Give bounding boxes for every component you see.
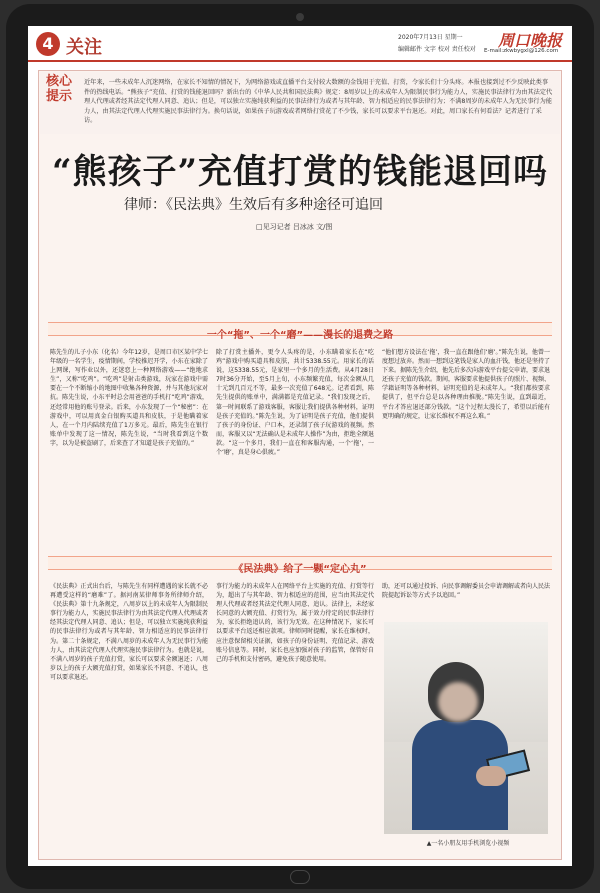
core-tip-text: 近年来，一些未成年人沉迷网络，在家长不知情的情况下，为网络游戏或直播平台支付较大数额的金钱用于充值、打赏，令家长们十分头疼。本报也接到过不少反映此类事件的热线电话。“熊孩子”充值、打赏的钱能退回吗？新出台的《中华人民共和国民法典》规定：8周岁以上的未成年人为限制民事行为能力人，实施民事法律行为由其法定代理人代理或者经其法定代理人同意、追认；但是，可以独立实施纯获利益的民事法律行为或者与其年龄、智力相适应的民事法律行为；不满8周岁的未成年人为无民事行为能力人，由其法定代理人代理实施民事法律行为。换句话说，如果孩子玩游戏或者网络打赏花了不少钱，家长可以要求平台退还。对此，周口家长有何看法？记者进行了采访。 xyxy=(84,79,553,124)
body-column-4: 《民法典》正式出台后，与陈先生有同样遭遇的家长就不必再遭受这样的“磨难”了。据河南某律师事务所律师介绍，《民法典》第十九条规定，八周岁以上的未成年人为限制民事行为能力人，实施民事法律行为由其法定代理人代理或者经其法定代理人同意、追认；但是，可以独立实施纯获利益的民事法律行为或者与其年龄、智力相适应的民事法律行为。第二十条规定，不满八周岁的未成年人为无民事行为能力人，由其法定代理人代理实施民事法律行为。也就是说，不满八周岁的孩子充值打赏，家长可以要求全额退还；八周岁以上的孩子大额充值打赏，如果家长不同意、不追认，也可以要求退还。 xyxy=(50,583,208,681)
article-headline: “熊孩子”充值打赏的钱能退回吗 xyxy=(51,152,549,192)
photo-child-face-blurred xyxy=(438,682,478,722)
body-column-6: 助，还可以通过投诉、向民事调解委员会申请调解或者向人民法院提起诉讼等方式予以追回。” xyxy=(382,583,551,600)
section-heading-1-text: 一个“拖”、一个“磨”——漫长的退费之路 xyxy=(206,330,394,341)
page-number-badge: 4 xyxy=(36,32,60,56)
section-title: 关注 xyxy=(66,37,102,58)
body-column-1: 陈先生的儿子小东（化名）今年12岁，是周口市区某中学七年级的一名学生，疫情期间，学校推迟开学，小东在家除了上网课，写作业以外，还迷恋上一种网络游戏——“绝地求生”，又称“吃鸡”。“吃鸡”是射击类游戏，玩家在游戏中需要在一个不断缩小的地图中收集各种资源，并与其他玩家对抗。陈先生说，小东平时总会用爸爸的手机打“吃鸡”游戏，还经常用他的账号登录。后来，小东发现了一个“秘密”：在游戏中，可以用真金白银购买道具和皮肤，于是他瞒着家人，在一个月内陆续充值了1万多元。最后，陈先生在银行账单中发现了这一情况，陈先生说，“当时我看到这个数字，以为是被盗刷了，后来查了才知道是孩子充值的。” xyxy=(50,349,208,447)
photo-caption: ▲一名小朋友用手机浏览小视频 xyxy=(426,840,510,847)
page-header xyxy=(28,26,572,62)
section-heading-2-text: 《民法典》给了一颗“定心丸” xyxy=(233,564,367,575)
home-button[interactable] xyxy=(290,870,310,884)
section-heading-1 xyxy=(48,322,552,341)
issue-date: 2020年7月13日 星期一 xyxy=(398,34,463,41)
editor-credits: 编辑邮件 文字 校对 责任校对 xyxy=(398,46,476,53)
section-heading-2 xyxy=(48,556,552,575)
body-column-5: 事行为能力的未成年人在网络平台上实施的充值、打赏等行为，超出了与其年龄、智力相适应的范围，应当由其法定代理人代理或者经其法定代理人同意、追认。法律上，未经家长同意的大额充值、打赏行为，属于效力待定的民事法律行为，家长拒绝追认的，该行为无效。在这种情况下，家长可以要求平台返还相应款项。律师同时提醒，家长在维权时，应注意保留相关证据，如孩子的身份证明、充值记录、游戏账号信息等。同时，家长也应加强对孩子的监管，保管好自己的手机和支付密码，避免孩子随意使用。 xyxy=(216,583,374,663)
body-column-2: 除了打赏主播外，更令人头疼的是，小东瞒着家长在“吃鸡”游戏中购买道具和皮肤，共计5338.55元。用家长的话说，这5338.55元，是家里一个多月的生活费。从4月28日7时36分开始，至5月上旬，小东频繁充值，每次金额从几十元到几百元不等，最多一次充值了648元。记者看到，陈先生提供的账单中，满满都是充值记录。“我们发现之后，第一时间联系了游戏客服，客服让我们提供各种材料，证明是孩子充值的。”陈先生说，为了证明是孩子充值，他们提供了孩子的身份证、户口本，还录制了孩子玩游戏的视频。然而，客服又以“无法确认是未成年人操作”为由，拒绝全额退款。“这一个多月，我们一直在和客服沟通，一个‘拖’，一个‘磨’，真是身心俱疲。” xyxy=(216,349,374,457)
article-photo xyxy=(384,622,548,834)
core-tip-label: 核心提示 xyxy=(46,74,73,104)
tablet-frame xyxy=(6,4,594,889)
article-byline: □见习记者 吕冰冰 文/图 xyxy=(256,223,333,231)
newspaper-page xyxy=(28,26,572,866)
body-column-3: “他们想方设法在‘拖’，我一直在跟他们‘磨’。”陈先生说，他曾一度想过放弃。然而一想到这笔钱是家人的血汗钱，他还是坚持了下来。据陈先生介绍，他先后多次向游戏平台提交申请，要求退还孩子充值的钱款。期间，客服要求他提供孩子的照片、视频、学籍证明等各种材料，证明充值的是未成年人。“我们都按要求提供了，但平台总是以各种理由推脱。”陈先生说，直到最近，平台才答应退还部分钱款。“这个过程太漫长了，希望以后能有更明确的规定，让家长维权不再这么难。” xyxy=(382,349,551,420)
newspaper-logo: 周口晚报 xyxy=(498,31,563,50)
camera-dot xyxy=(296,13,304,21)
article-subheadline: 律师：《民法典》生效后有多种途径可追回 xyxy=(124,197,383,213)
photo-child-hand xyxy=(476,766,506,786)
contact-email: E-mail:zkwbygxl@126.com xyxy=(484,48,559,54)
